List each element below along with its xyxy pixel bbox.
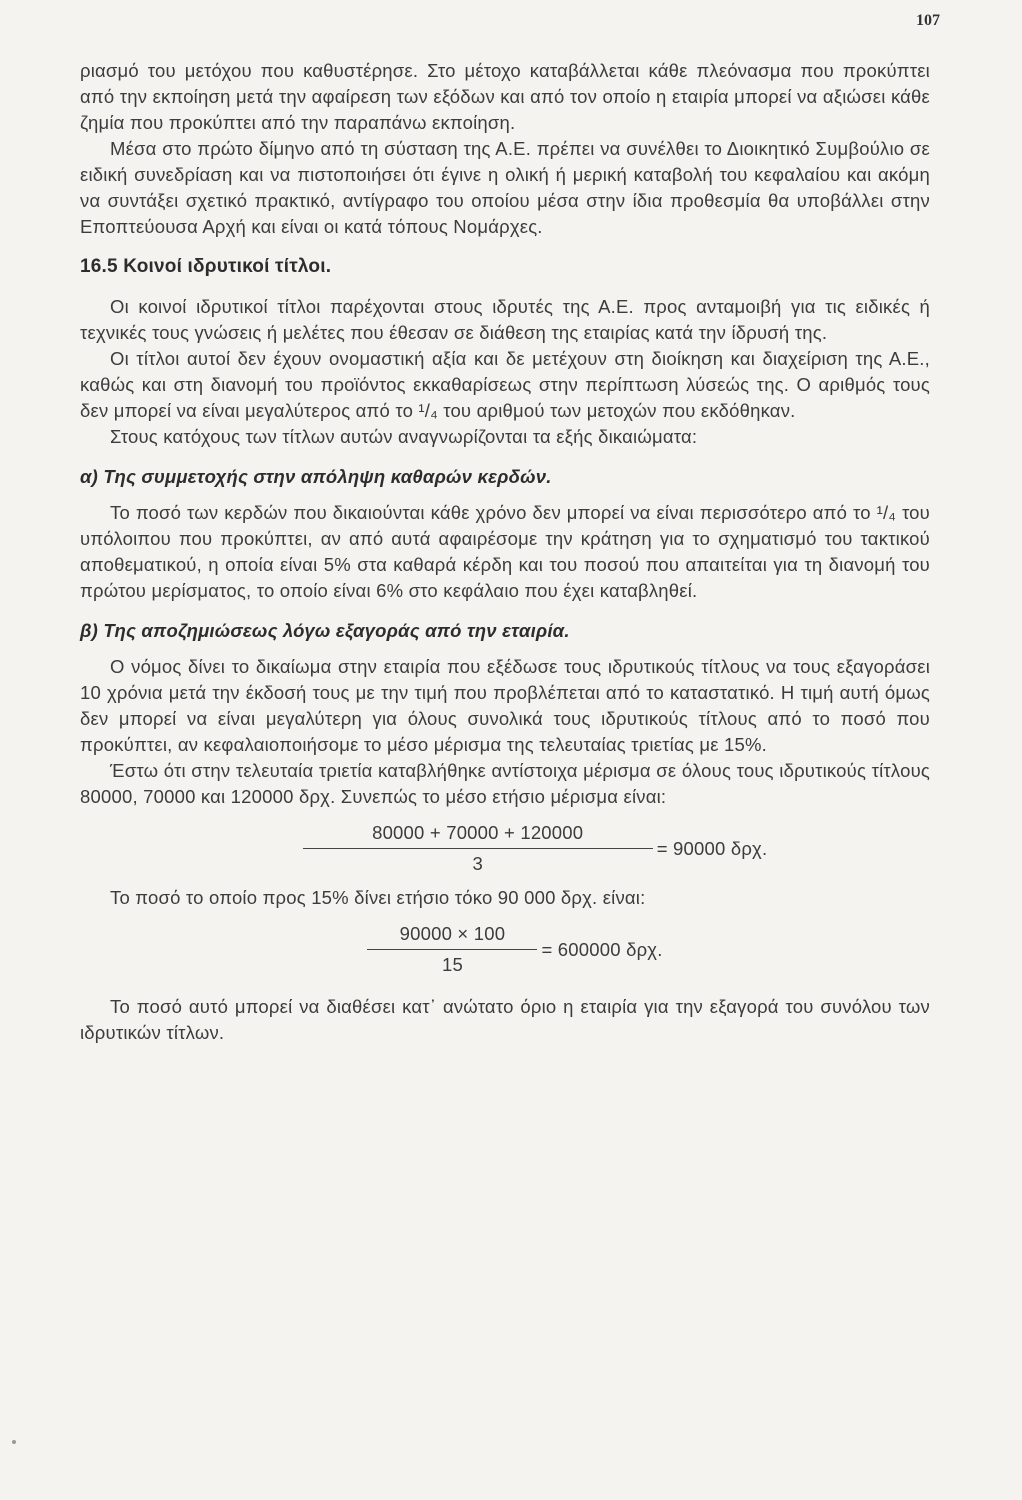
- paragraph: Έστω ότι στην τελευταία τριετία καταβλήθηκε αντίστοιχα μέρισμα σε όλους τους ιδρυτικούς τίτλους 80000, 70000 και 120000 δρχ. Συνεπώς το μέσο ετήσιο μέρισμα είναι:: [80, 760, 930, 807]
- formula-result: = 90000 δρχ.: [656, 837, 768, 859]
- paragraph: Οι τίτλοι αυτοί δεν έχουν ονομαστική αξία και δε μετέχουν στη διοίκηση και διαχείριση της Α.Ε., καθώς και στη διανομή του προϊόντος εκκαθαρίσεως στην περίπτωση λύσεώς της. Ο αριθμός τους δεν μπορεί να είναι μεγαλύτερος από το ¹/₄ του αριθμού των μετοχών που εκδόθηκαν.: [80, 348, 930, 421]
- formula-denominator: 15: [441, 954, 463, 975]
- subheading-b: β) Της αποζημιώσεως λόγω εξαγοράς από την εταιρία.: [80, 620, 570, 641]
- paragraph: Στους κατόχους των τίτλων αυτών αναγνωρίζονται τα εξής δικαιώματα:: [110, 426, 698, 447]
- subheading-a: α) Της συμμετοχής στην απόληψη καθαρών κερδών.: [80, 466, 552, 487]
- paragraph: ριασμό του μετόχου που καθυστέρησε. Στο μέτοχο καταβάλλεται κάθε πλεόνασμα που προκύπτει από την εκποίηση μετά την αφαίρεση των εξόδων και από τον οποίο η εταιρία μπορεί να αξιώσει κάθε ζημία που προκύπτει από την παραπάνω εκποίηση.: [80, 60, 930, 133]
- formula-numerator: 90000 × 100: [399, 923, 506, 944]
- paragraph: Το ποσό το οποίο προς 15% δίνει ετήσιο τόκο 90 000 δρχ. είναι:: [110, 887, 646, 908]
- page-number: 107: [916, 12, 940, 29]
- paragraph: Το ποσό αυτό μπορεί να διαθέσει κατ᾽ ανώτατο όριο η εταιρία για την εξαγορά του συνόλου των ιδρυτικών τίτλων.: [80, 996, 930, 1043]
- scan-speck: [12, 1440, 16, 1444]
- paragraph: Οι κοινοί ιδρυτικοί τίτλοι παρέχονται στους ιδρυτές της Α.Ε. προς ανταμοιβή για τις ειδικές ή τεχνικές τους γνώσεις ή μελέτες που έθεσαν σε διάθεση της εταιρίας κατά την ίδρυσή της.: [80, 296, 930, 343]
- section-heading: 16.5 Κοινοί ιδρυτικοί τίτλοι.: [80, 256, 332, 277]
- formula-numerator: 80000 + 70000 + 120000: [372, 822, 584, 843]
- formula-capitalization: [80, 921, 930, 978]
- formula-denominator: 3: [472, 853, 483, 874]
- paragraph: Ο νόμος δίνει το δικαίωμα στην εταιρία που εξέδωσε τους ιδρυτικούς τίτλους να τους εξαγοράσει 10 χρόνια μετά την έκδοσή τους με την τιμή που προβλέπεται από το καταστατικό. Η τιμή αυτή όμως δεν μπορεί να είναι μεγαλύτερη για όλους συνολικά τους ιδρυτικούς τίτλους από το ποσό που προκύπτει, αν κεφαλαιοποιήσομε το μέσο μέρισμα της τελευταίας τριετίας με 15%.: [80, 656, 930, 755]
- paragraph: Το ποσό των κερδών που δικαιούνται κάθε χρόνο δεν μπορεί να είναι περισσότερο από το ¹/₄ του υπόλοιπου που προκύπτει, αν από αυτά αφαιρέσομε την κράτηση για το σχηματισμό του τακτικού αποθεματικού, η οποία είναι 5% στα καθαρά κέρδη και του ποσού που απαιτείται για τη διανομή του πρώτου μερίσματος, το οποίο είναι 6% στο κεφάλαιο που έχει καταβληθεί.: [80, 502, 930, 601]
- page-body: [80, 58, 930, 1046]
- formula-result: = 600000 δρχ.: [541, 938, 663, 960]
- paragraph: Μέσα στο πρώτο δίμηνο από τη σύσταση της Α.Ε. πρέπει να συνέλθει το Διοικητικό Συμβούλιο σε ειδική συνεδρίαση και να πιστοποιήσει ότι έγινε η ολική ή μερική καταβολή του κεφαλαίου και ακόμη να συντάξει σχετικό πρακτικό, αντίγραφο του οποίου μέσα στην ίδια προθεσμία θα υποβάλλει στην Εποπτεύουσα Αρχή και είναι οι κατά τόπους Νομάρχες.: [80, 138, 930, 237]
- formula-average-dividend: [80, 820, 930, 877]
